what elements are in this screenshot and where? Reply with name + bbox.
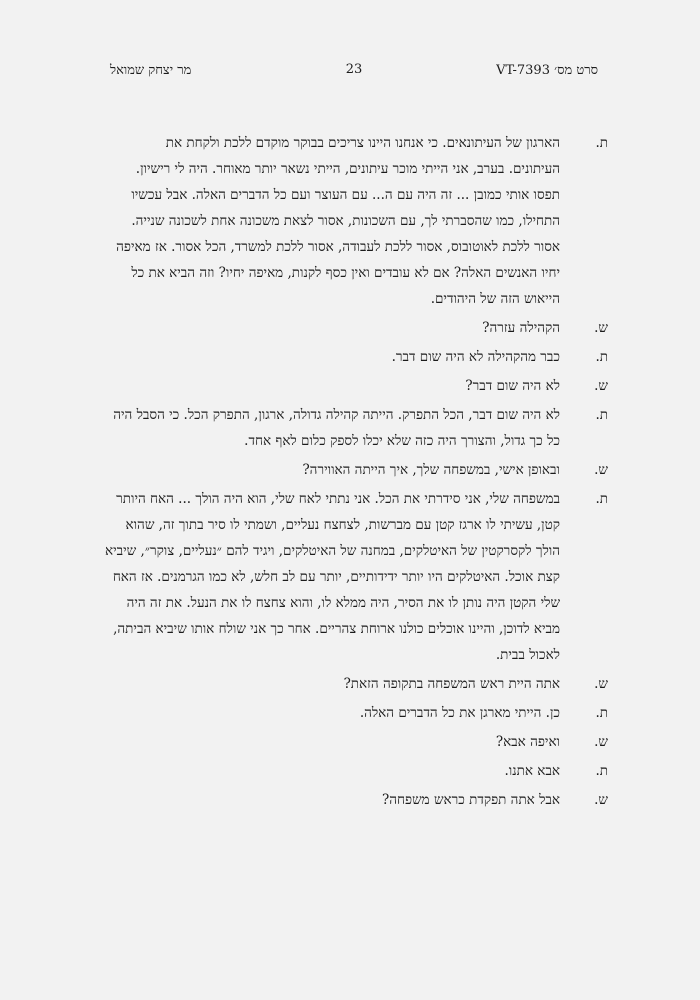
speaker-label: ת. bbox=[595, 705, 608, 721]
text-line: קצת אוכל. האיטלקים היו יותר ידידותיים, יותר עם לב חלש, לא כמו הגרמנים. אז האח bbox=[112, 569, 560, 585]
transcript-body bbox=[105, 130, 608, 816]
speaker-label: ת. bbox=[595, 491, 608, 507]
speaker-label: ת. bbox=[595, 407, 608, 423]
text-line: קטן, עשיתי לו ארגז קטן עם מברשות, לצחצח נעליים, ושמתי לו סיר בתוך זה, שהוא bbox=[125, 517, 560, 533]
transcript-entry bbox=[120, 671, 608, 697]
entry-text bbox=[120, 700, 560, 726]
transcript-entry bbox=[116, 130, 608, 312]
page-header bbox=[110, 60, 598, 84]
transcript-entry bbox=[120, 700, 608, 726]
text-line: לא היה שום דבר? bbox=[465, 378, 560, 394]
entry-text bbox=[120, 344, 560, 370]
text-line: כל כך גדול, והצורך היה כזה שלא יכלו לספק כלום לאף אחד. bbox=[244, 433, 560, 449]
text-line: תפסו אותי כמובן ... זה היה עם ה... עם העוצר ועם כל הדברים האלה. אבל עכשיו bbox=[131, 187, 560, 203]
text-line: אבא אתנו. bbox=[504, 763, 560, 779]
entry-text bbox=[120, 671, 560, 697]
speaker-label: ש. bbox=[594, 734, 608, 750]
text-line: ובאופן אישי, במשפחה שלך, איך הייתה האווירה? bbox=[302, 462, 560, 478]
transcript-entry bbox=[120, 729, 608, 755]
speaker-label: ש. bbox=[594, 378, 608, 394]
tape-label: סרט מס׳ VT-7393 bbox=[496, 63, 598, 78]
speaker-label: ש. bbox=[594, 792, 608, 808]
text-line: התחילו, כמו שהסברתי לך, עם השכונות, אסור לצאת משכונה אחת לשכונה שנייה. bbox=[131, 213, 560, 229]
text-line: הולך לקסרקטין של האיטלקים, במחנה של האיטלקים, ויגיד להם ״נעליים, צוקר״, שיביא bbox=[105, 543, 560, 559]
speaker-label: ת. bbox=[595, 349, 608, 365]
text-line: יחיו האנשים האלה? אם לא עובדים ואין כסף לקנות, מאיפה יחיו? וזה הביא את כל bbox=[131, 265, 560, 281]
entry-text bbox=[120, 729, 560, 755]
entry-text bbox=[105, 486, 560, 668]
entry-text bbox=[120, 457, 560, 483]
text-line: לאכול בבית. bbox=[495, 647, 560, 663]
entry-text bbox=[120, 373, 560, 399]
transcript-entry bbox=[120, 787, 608, 813]
speaker-label: ש. bbox=[594, 676, 608, 692]
text-line: כן. הייתי מארגן את כל הדברים האלה. bbox=[359, 705, 560, 721]
speaker-label: ת. bbox=[595, 763, 608, 779]
entry-text bbox=[120, 787, 560, 813]
text-line: במשפחה שלי, אני סידרתי את הכל. אני נתתי לאח שלי, הוא היה הולך ... האח היותר bbox=[116, 491, 560, 507]
text-line: הארגון של העיתונאים. כי אנחנו היינו צריכים בבוקר מוקדם ללכת ולקחת את bbox=[165, 135, 560, 151]
text-line: אסור ללכת לאוטובוס, אסור ללכת לעבודה, אסור ללכת למשרד, הכל אסור. אז מאיפה bbox=[116, 239, 560, 255]
transcript-entry bbox=[120, 758, 608, 784]
transcript-entry bbox=[120, 373, 608, 399]
text-line: הייאוש הזה של היהודים. bbox=[430, 291, 560, 307]
entry-text bbox=[120, 315, 560, 341]
text-line: ואיפה אבא? bbox=[495, 734, 560, 750]
speaker-label: ש. bbox=[594, 462, 608, 478]
transcript-entry bbox=[120, 315, 608, 341]
speaker-label: ש. bbox=[594, 320, 608, 336]
transcript-entry bbox=[105, 486, 608, 668]
text-line: אבל אתה תפקדת כראש משפחה? bbox=[382, 792, 560, 808]
speaker-label: ת. bbox=[595, 135, 608, 151]
entry-text bbox=[120, 758, 560, 784]
text-line: העיתונים. בערב, אני הייתי מוכר עיתונים, הייתי נשאר יותר מאוחר. היה לי רישיון. bbox=[135, 161, 560, 177]
text-line: כבר מהקהילה לא היה שום דבר. bbox=[391, 349, 560, 365]
text-line: שלי הקטן היה נותן לו את הסיר, היה ממלא לו, והוא צחצח לו את הנעל. את זה היה bbox=[126, 595, 560, 611]
text-line: מביא לדוכן, והיינו אוכלים כולנו ארוחת צהריים. אחר כך אני שולח אותו שיביא הביתה, bbox=[113, 621, 560, 637]
interviewee-name: מר יצחק שמואל bbox=[110, 63, 192, 78]
text-line: אתה היית ראש המשפחה בתקופה הזאת? bbox=[343, 676, 560, 692]
entry-text bbox=[116, 130, 560, 312]
transcript-entry bbox=[120, 457, 608, 483]
entry-text bbox=[113, 402, 560, 454]
text-line: הקהילה עזרה? bbox=[482, 320, 560, 336]
page-number: 23 bbox=[345, 62, 363, 77]
transcript-entry bbox=[120, 344, 608, 370]
transcript-entry bbox=[113, 402, 608, 454]
text-line: לא היה שום דבר, הכל התפרק. הייתה קהילה גדולה, ארגון, התפרק הכל. כי הסבל היה bbox=[113, 407, 560, 423]
